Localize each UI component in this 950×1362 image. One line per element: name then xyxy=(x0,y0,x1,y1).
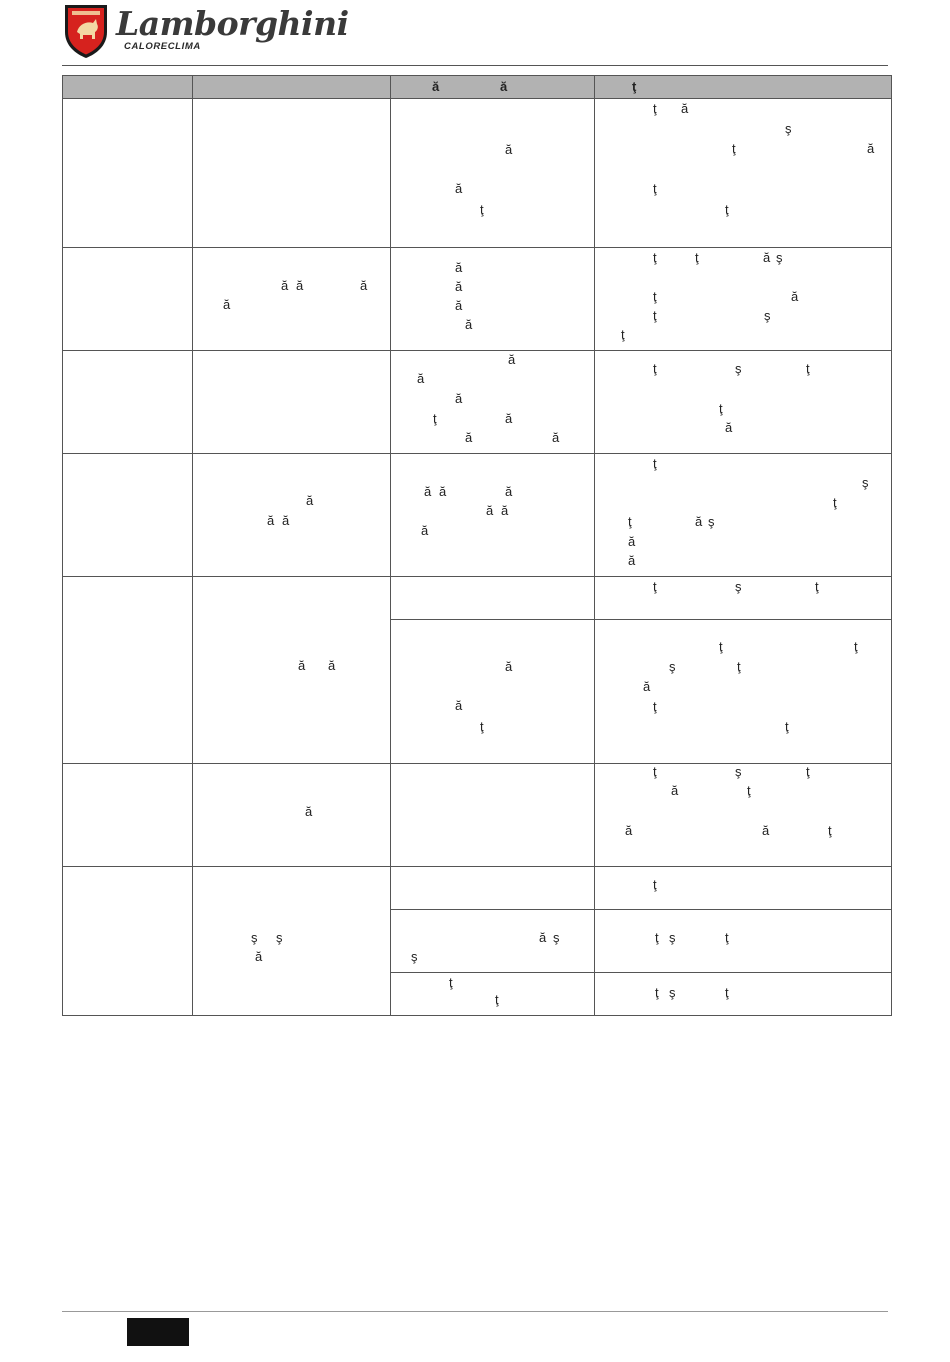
cell-glyph: ă xyxy=(455,298,463,313)
cell-glyph: ţ xyxy=(725,985,729,1000)
cell-glyph: ş xyxy=(735,579,742,594)
table-row xyxy=(63,99,892,248)
cell-glyph: ţ xyxy=(695,250,699,265)
header-glyph: ţ xyxy=(632,79,637,94)
table-header-row xyxy=(63,76,892,99)
cell-glyph: ş xyxy=(669,659,676,674)
cell-glyph: ţ xyxy=(747,783,751,798)
cell-glyph: ş xyxy=(735,764,742,779)
cell-glyph: ă xyxy=(305,804,313,819)
cell-glyph: ă xyxy=(360,278,368,293)
cell-glyph: ţ xyxy=(621,327,625,342)
brand-name: Lamborghini xyxy=(116,4,349,43)
cell-glyph: ţ xyxy=(725,930,729,945)
cell-glyph: ă xyxy=(763,250,771,265)
cell-glyph: ţ xyxy=(653,250,657,265)
cell-glyph: ş xyxy=(862,475,869,490)
cell-glyph: ţ xyxy=(653,877,657,892)
header-cell xyxy=(193,76,391,99)
cell-glyph: ă xyxy=(695,514,703,529)
cell-glyph: ă xyxy=(223,297,231,312)
cell-glyph: ă xyxy=(282,513,290,528)
cell-glyph: ş xyxy=(776,250,783,265)
cell-glyph: ţ xyxy=(653,579,657,594)
header-cell xyxy=(391,76,595,99)
cell-glyph: ţ xyxy=(653,308,657,323)
cell-glyph: ă xyxy=(508,352,516,367)
cell-glyph: ă xyxy=(255,949,263,964)
table-row xyxy=(63,454,892,577)
cell-glyph: ă xyxy=(455,260,463,275)
cell-glyph: ă xyxy=(421,523,429,538)
cell-glyph: ă xyxy=(628,553,636,568)
cell-glyph: ţ xyxy=(655,930,659,945)
cell-glyph: ş xyxy=(669,930,676,945)
cell-glyph: ţ xyxy=(719,639,723,654)
cell-glyph: ă xyxy=(439,484,447,499)
cell-glyph: ă xyxy=(455,181,463,196)
cell-glyph: ş xyxy=(785,121,792,136)
cell-glyph: ă xyxy=(281,278,289,293)
cell-glyph: ş xyxy=(251,930,258,945)
cell-glyph: ă xyxy=(539,930,547,945)
cell-glyph: ţ xyxy=(854,639,858,654)
cell-glyph: ă xyxy=(725,420,733,435)
table-row xyxy=(63,764,892,867)
cell-glyph: ţ xyxy=(653,101,657,116)
cell-glyph: ă xyxy=(424,484,432,499)
cell-glyph: ş xyxy=(735,361,742,376)
cell-glyph: ă xyxy=(505,659,513,674)
cell-glyph: ţ xyxy=(653,361,657,376)
cell-glyph: ă xyxy=(867,141,875,156)
cell-glyph: ă xyxy=(643,679,651,694)
cell-glyph: ă xyxy=(455,698,463,713)
cell-glyph: ă xyxy=(455,279,463,294)
cell-glyph: ţ xyxy=(653,699,657,714)
cell-glyph: ă xyxy=(505,484,513,499)
header-glyph: ă xyxy=(432,79,440,94)
cell-glyph: ţ xyxy=(732,141,736,156)
cell-glyph: ă xyxy=(505,411,513,426)
cell-glyph: ă xyxy=(465,317,473,332)
cell-glyph: ă xyxy=(296,278,304,293)
cell-glyph: ă xyxy=(671,783,679,798)
cell-glyph: ă xyxy=(501,503,509,518)
header-cell xyxy=(595,76,892,99)
cell-glyph: ă xyxy=(328,658,336,673)
cell-glyph: ţ xyxy=(725,202,729,217)
cell-glyph: ţ xyxy=(737,659,741,674)
header-glyph: ă xyxy=(500,79,508,94)
cell-glyph: ţ xyxy=(480,719,484,734)
header-divider xyxy=(62,65,888,66)
cell-glyph: ă xyxy=(791,289,799,304)
cell-glyph: ă xyxy=(298,658,306,673)
footer-divider xyxy=(62,1311,888,1312)
cell-glyph: ş xyxy=(276,930,283,945)
page-number-box xyxy=(127,1318,189,1346)
cell-glyph: ă xyxy=(455,391,463,406)
cell-glyph: ţ xyxy=(653,181,657,196)
cell-glyph: ţ xyxy=(653,456,657,471)
cell-glyph: ş xyxy=(764,308,771,323)
header-cell xyxy=(63,76,193,99)
table-row xyxy=(63,577,892,620)
data-table xyxy=(62,75,892,1016)
cell-glyph: ţ xyxy=(449,975,453,990)
brand-subtitle: CALORECLIMA xyxy=(124,41,201,52)
cell-glyph: ă xyxy=(625,823,633,838)
cell-glyph: ş xyxy=(411,949,418,964)
lamborghini-logo-icon xyxy=(62,2,110,60)
cell-glyph: ţ xyxy=(719,401,723,416)
cell-glyph: ă xyxy=(505,142,513,157)
table-row xyxy=(63,351,892,454)
cell-glyph: ş xyxy=(669,985,676,1000)
cell-glyph: ţ xyxy=(806,361,810,376)
cell-glyph: ţ xyxy=(806,764,810,779)
cell-glyph: ă xyxy=(681,101,689,116)
cell-glyph: ţ xyxy=(653,764,657,779)
cell-glyph: ă xyxy=(267,513,275,528)
cell-glyph: ţ xyxy=(828,823,832,838)
cell-glyph: ă xyxy=(628,534,636,549)
cell-glyph: ş xyxy=(708,514,715,529)
cell-glyph: ş xyxy=(553,930,560,945)
cell-glyph: ă xyxy=(486,503,494,518)
cell-glyph: ţ xyxy=(653,289,657,304)
cell-glyph: ă xyxy=(465,430,473,445)
cell-glyph: ă xyxy=(552,430,560,445)
table-row xyxy=(63,248,892,351)
cell-glyph: ă xyxy=(762,823,770,838)
cell-glyph: ţ xyxy=(785,719,789,734)
cell-glyph: ţ xyxy=(815,579,819,594)
cell-glyph: ţ xyxy=(628,514,632,529)
cell-glyph: ţ xyxy=(495,992,499,1007)
table-row xyxy=(63,867,892,910)
cell-glyph: ţ xyxy=(433,411,437,426)
cell-glyph: ţ xyxy=(833,495,837,510)
cell-glyph: ţ xyxy=(480,202,484,217)
cell-glyph: ă xyxy=(306,493,314,508)
cell-glyph: ţ xyxy=(655,985,659,1000)
cell-glyph: ă xyxy=(417,371,425,386)
